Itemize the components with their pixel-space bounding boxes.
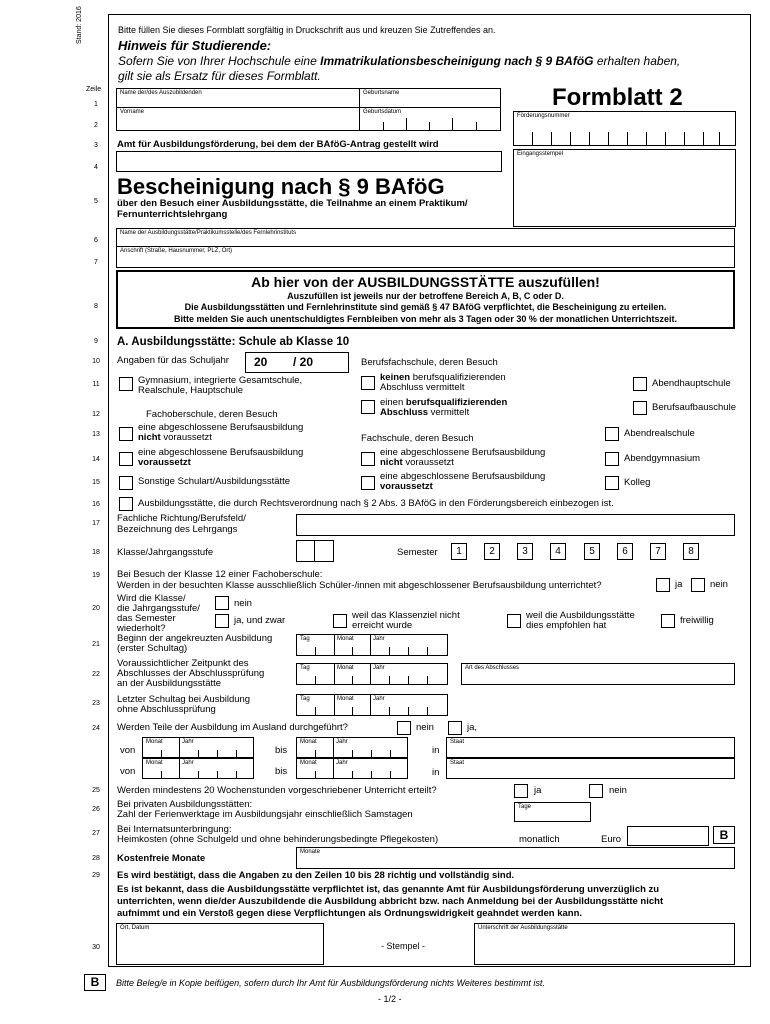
frame-right (750, 14, 751, 966)
fos-vor-label-1: eine abgeschlossene Berufsausbildung (138, 447, 304, 458)
row-number: 30 (92, 944, 100, 951)
letzter-label-1: Letzter Schultag bei Ausbildung (117, 694, 251, 705)
formblatt-title: Formblatt 2 (552, 84, 683, 111)
section-a-title: A. Ausbildungsstätte: Schule ab Klasse 10 (117, 336, 350, 348)
semester-1[interactable]: 1 (451, 543, 467, 560)
bis-label-2: bis (275, 766, 288, 777)
hint-line-1: Sofern Sie von Ihrer Hochschule eine Immatrikulationsbescheinigung nach § 9 BAföG erhalten haben, (118, 54, 681, 68)
beleg-b-marker-27: B (713, 826, 735, 844)
row-number: 4 (94, 164, 98, 171)
row-number: 8 (94, 303, 98, 310)
beleg-note: Bitte Beleg/e in Kopie beifügen, sofern durch Ihr Amt für Ausbildungsförderung nichts Weiteres bestimmt ist. (116, 978, 545, 988)
hint-title: Hinweis für Studierende: (118, 38, 272, 53)
fachrichtung-label-2: Bezeichnung des Lehrgangs (117, 524, 238, 535)
rvo-checkbox[interactable] (119, 497, 133, 511)
bekannt-line-3: aufnimmt und ein Verstoß gegen diese Verpflichtungen als Ordnungswidrigkeit geahndet werden kann. (117, 908, 583, 919)
row-number: 3 (94, 142, 98, 149)
art-abschluss-field[interactable]: Art des Abschlusses (461, 663, 735, 685)
privat-label-2: Zahl der Ferienwerktage im Ausbildungsjahr einschließlich Samstagen (117, 809, 413, 820)
semester-6[interactable]: 6 (617, 543, 633, 560)
ausland-ja-label: ja, (467, 722, 478, 733)
empfohlen-label-2: dies empfohlen hat (526, 620, 607, 631)
rvo-label: Ausbildungsstätte, die durch Rechtsverordnung nach § 2 Abs. 3 BAföG in den Förderungsbereich einbezogen ist. (138, 498, 614, 509)
wiederholt-label-3: das Semester (117, 613, 176, 624)
fs-vor-checkbox[interactable] (361, 476, 375, 490)
wiederholt-nein-label: nein (234, 598, 252, 609)
stempel-label: - Stempel - (381, 941, 426, 951)
row-number: 15 (92, 479, 100, 486)
klasse12-label-2: Werden in der besuchten Klasse ausschließlich Schüler-/innen mit abgeschlossener Berufsausbildung unterrichtet? (117, 580, 602, 591)
internat-label-2: Heimkosten (ohne Schulgeld und ohne behinderungsbedingte Pflegekosten) (117, 834, 439, 845)
wiederholt-ja-label: ja, und zwar (234, 615, 286, 626)
fachrichtung-field[interactable] (296, 514, 735, 536)
row-number: 24 (92, 725, 100, 732)
ab-hier-line-1: Auszufüllen ist jeweils nur der betroffene Bereich A, B, C oder D. (287, 291, 564, 301)
frame-left (108, 14, 109, 966)
abschluss-date-field[interactable]: Tag Monat Jahr (296, 663, 448, 685)
wochenstunden-nein-checkbox[interactable] (589, 784, 603, 798)
sonstige-label: Sonstige Schulart/Ausbildungsstätte (138, 476, 291, 487)
klasse12-nein-checkbox[interactable] (691, 578, 705, 592)
schuljahr-label: Angaben für das Schuljahr (117, 355, 229, 366)
row-number: 6 (94, 237, 98, 244)
intro-text: Bitte füllen Sie dieses Formblatt sorgfältig in Druckschrift aus und kreuzen Sie Zutreffendes an. (118, 25, 496, 35)
letzter-label-2: ohne Abschlussprüfung (117, 704, 216, 715)
row-number: 13 (92, 431, 100, 438)
voraussichtlich-label-3: an der Ausbildungsstätte (117, 678, 222, 689)
klassenziel-label-2: erreicht wurde (352, 620, 413, 631)
ausland-von-1[interactable]: Monat Jahr (142, 737, 254, 758)
berufsaufbauschule-checkbox[interactable] (633, 401, 647, 415)
ab-hier-title: Ab hier von der AUSBILDUNGSSTÄTTE auszufüllen! (251, 274, 600, 290)
geburtsname-field[interactable]: Geburtsname (359, 88, 501, 108)
gymnasium-checkbox[interactable] (119, 377, 133, 391)
eingangsstempel-field[interactable]: Eingangsstempel (513, 149, 736, 227)
schuljahr-20: 20 (254, 355, 268, 369)
wochenstunden-ja-label: ja (534, 785, 542, 796)
frame-bottom (108, 966, 751, 967)
voraussichtlich-label-2: Abschlusses der Abschlussprüfung (117, 668, 265, 679)
row-number: 2 (94, 122, 98, 129)
kolleg-label: Kolleg (624, 477, 651, 488)
page-number: - 1/2 - (378, 994, 402, 1004)
row-number: 10 (92, 358, 100, 365)
semester-8[interactable]: 8 (683, 543, 699, 560)
abendrealschule-label: Abendrealschule (624, 428, 695, 439)
fos-vor-label-2: voraussetzt (138, 457, 191, 468)
freiwillig-label: freiwillig (680, 615, 714, 626)
bekannt-line-2: unterrichten, wenn die/der Auszubildende die Ausbildung abbricht bzw. nach Anmeldung bei der Ausbildungsstätte nicht (117, 896, 664, 907)
ausland-ja-checkbox[interactable] (448, 721, 462, 735)
bfs-keinen-label-1: keinen berufsqualifizierenden (380, 372, 506, 383)
geburtsdatum-field[interactable]: Geburtsdatum (359, 107, 501, 131)
fs-besuch-label: Fachschule, deren Besuch (361, 433, 474, 444)
amt-title: Amt für Ausbildungsförderung, bei dem der BAföG-Antrag gestellt wird (117, 139, 439, 150)
fs-vor-label-1: eine abgeschlossene Berufsausbildung (380, 471, 546, 482)
unterschrift-field[interactable]: Unterschrift der Ausbildungsstätte (474, 923, 735, 965)
semester-3[interactable]: 3 (517, 543, 533, 560)
klasse-field[interactable] (296, 540, 334, 562)
frame-top (108, 14, 750, 15)
wochenstunden-ja-checkbox[interactable] (514, 784, 528, 798)
bestaetigung: Es wird bestätigt, dass die Angaben zu den Zeilen 10 bis 28 richtig und vollständig sind. (117, 870, 515, 881)
bfs-besuch-label: Berufsfachschule, deren Besuch (361, 357, 498, 368)
in-label-2: in (432, 767, 440, 778)
semester-7[interactable]: 7 (650, 543, 666, 560)
klassenziel-label-1: weil das Klassenziel nicht (352, 610, 460, 621)
schuljahr-slash-20: / 20 (293, 355, 314, 369)
row-number: 22 (92, 671, 100, 678)
row-number: 14 (92, 456, 100, 463)
beginn-label-1: Beginn der angekreuzten Ausbildung (117, 633, 273, 644)
fs-nicht-checkbox[interactable] (361, 452, 375, 466)
ausland-nein-label: nein (416, 722, 434, 733)
internat-label-1: Bei Internatsunterbringung: (117, 824, 232, 835)
ort-datum-field[interactable]: Ort, Datum (116, 923, 324, 965)
sonstige-checkbox[interactable] (119, 476, 133, 490)
row-number: 9 (94, 338, 98, 345)
fs-vor-label-2: voraussetzt (380, 481, 433, 492)
ausland-nein-checkbox[interactable] (397, 721, 411, 735)
klassenziel-checkbox[interactable] (333, 614, 347, 628)
ausland-label: Werden Teile der Ausbildung im Ausland durchgeführt? (117, 722, 348, 733)
abendhauptschule-checkbox[interactable] (633, 377, 647, 391)
bescheinigung-sub-2: Fernunterrichtslehrgang (117, 209, 228, 220)
row-number: 21 (92, 641, 100, 648)
bescheinigung-title: Bescheinigung nach § 9 BAföG (117, 174, 445, 199)
in-label-1: in (432, 745, 440, 756)
abendgymnasium-label: Abendgymnasium (624, 453, 701, 464)
klasse-label: Klasse/Jahrgangsstufe (117, 547, 214, 558)
monatlich-label: monatlich (519, 834, 560, 845)
anschrift-field[interactable]: Anschrift (Straße, Hausnummer, PLZ, Ort) (116, 246, 735, 268)
fos-nicht-checkbox[interactable] (119, 427, 133, 441)
kostenfrei-label: Kostenfreie Monate (117, 853, 206, 864)
wiederholt-label-1: Wird die Klasse/ (117, 593, 186, 604)
row-number: 27 (92, 830, 100, 837)
abendrealschule-checkbox[interactable] (605, 427, 619, 441)
beleg-b-marker: B (84, 974, 106, 991)
hint-line-2: gilt sie als Ersatz für dieses Formblatt. (118, 69, 321, 83)
fs-nicht-label-1: eine abgeschlossene Berufsausbildung (380, 447, 546, 458)
institut-field[interactable]: Name der Ausbildungsstätte/Praktikumsstelle/des Fernlehrinstituts (116, 228, 735, 247)
wiederholt-nein-checkbox[interactable] (215, 596, 229, 610)
wiederholt-ja-checkbox[interactable] (215, 614, 229, 628)
staat-field-2[interactable]: Staat (446, 758, 735, 779)
row-number: 26 (92, 806, 100, 813)
euro-label: Euro (601, 834, 622, 845)
bis-label-1: bis (275, 745, 288, 756)
ausland-von-2[interactable]: Monat Jahr (142, 758, 254, 779)
berufsaufbauschule-label: Berufsaufbauschule (652, 402, 736, 413)
semester-2[interactable]: 2 (484, 543, 500, 560)
fos-nicht-label-1: eine abgeschlossene Berufsausbildung (138, 422, 304, 433)
beginn-label-2: (erster Schultag) (117, 643, 188, 654)
klasse12-ja-checkbox[interactable] (656, 578, 670, 592)
heimkosten-field[interactable] (627, 826, 709, 846)
row-number: 7 (94, 259, 98, 266)
kostenfrei-field[interactable]: Monate (296, 847, 735, 869)
row-number: 16 (92, 501, 100, 508)
foerderungsnummer-field[interactable]: Förderungsnummer (513, 111, 736, 146)
zeile-label: Zeile (86, 86, 102, 93)
row-number: 20 (92, 605, 100, 612)
voraussichtlich-label-1: Voraussichtlicher Zeitpunkt des (117, 658, 249, 669)
stand-label: Stand: 2016 (76, 6, 83, 44)
freiwillig-checkbox[interactable] (661, 614, 675, 628)
ab-hier-line-3: Bitte melden Sie auch unentschuldigtes Fernbleiben von mehr als 3 Tagen oder 30 % der monatlichen Unterrichtszeit. (174, 314, 677, 324)
staat-field-1[interactable]: Staat (446, 737, 735, 758)
name-field[interactable]: Name der/des Auszubildenden (116, 88, 360, 108)
amt-field[interactable] (116, 151, 502, 172)
fos-vor-checkbox[interactable] (119, 452, 133, 466)
bfs-einen-label-2: Abschluss vermittelt (380, 407, 470, 418)
wochenstunden-label: Werden mindestens 20 Wochenstunden vorgeschriebener Unterricht erteilt? (117, 785, 437, 796)
kolleg-checkbox[interactable] (605, 476, 619, 490)
letzter-date-field[interactable]: Tag Monat Jahr (296, 694, 448, 716)
wiederholt-label-4: wiederholt? (117, 623, 166, 634)
ferientage-field[interactable]: Tage (514, 802, 591, 822)
fachrichtung-label-1: Fachliche Richtung/Berufsfeld/ (117, 513, 246, 524)
bescheinigung-sub-1: über den Besuch einer Ausbildungsstätte, die Teilnahme an einem Praktikum/ (117, 198, 468, 209)
bekannt-line-1: Es ist bekannt, dass die Ausbildungsstätte verpflichtet ist, das genannte Amt für Ausbildungsförderung unverzüglich zu (117, 884, 660, 895)
abendhauptschule-label: Abendhauptschule (652, 378, 731, 389)
bfs-keinen-label-2: Abschluss vermittelt (380, 382, 465, 393)
row-number: 17 (92, 520, 100, 527)
row-number: 12 (92, 411, 100, 418)
row-number: 11 (92, 381, 100, 388)
vorname-field[interactable]: Vorname (116, 107, 360, 131)
row-number: 5 (94, 198, 98, 205)
beginn-date-field[interactable]: Tag Monat Jahr (296, 634, 448, 656)
privat-label-1: Bei privaten Ausbildungsstätten: (117, 799, 253, 810)
ausland-bis-1[interactable]: Monat Jahr (296, 737, 408, 758)
fos-besuch-label: Fachoberschule, deren Besuch (146, 409, 278, 420)
bfs-einen-checkbox[interactable] (361, 400, 375, 414)
row-number: 23 (92, 700, 100, 707)
fs-nicht-label-2: nicht voraussetzt (380, 457, 454, 468)
fos-nicht-label-2: nicht voraussetzt (138, 432, 212, 443)
bfs-keinen-checkbox[interactable] (361, 376, 375, 390)
von-label-1: von (120, 745, 136, 756)
abendgymnasium-checkbox[interactable] (605, 452, 619, 466)
empfohlen-checkbox[interactable] (507, 614, 521, 628)
gymnasium-label-2: Realschule, Hauptschule (138, 385, 244, 396)
row-number: 18 (92, 549, 100, 556)
ausland-bis-2[interactable]: Monat Jahr (296, 758, 408, 779)
ab-hier-line-2: Die Ausbildungsstätten und Fernlehrinstitute sind gemäß § 47 BAföG verpflichtet, die Bescheinigung zu erteilen. (184, 302, 667, 312)
klasse12-ja-label: ja (675, 579, 683, 590)
semester-4[interactable]: 4 (550, 543, 566, 560)
bfs-einen-label-1: einen berufsqualifizierenden (380, 397, 508, 408)
wochenstunden-nein-label: nein (609, 785, 627, 796)
empfohlen-label-1: weil die Ausbildungsstätte (526, 610, 635, 621)
semester-5[interactable]: 5 (584, 543, 600, 560)
row-number: 28 (92, 855, 100, 862)
row-number: 29 (92, 872, 100, 879)
von-label-2: von (120, 766, 136, 777)
gymnasium-label-1: Gymnasium, integrierte Gesamtschule, (138, 375, 303, 386)
klasse12-label-1: Bei Besuch der Klasse 12 einer Fachoberschule: (117, 569, 323, 580)
klasse12-nein-label: nein (710, 579, 728, 590)
row-number: 19 (92, 572, 100, 579)
semester-label: Semester (397, 547, 438, 558)
row-number: 1 (94, 101, 98, 108)
wiederholt-label-2: die Jahrgangsstufe/ (117, 603, 200, 614)
row-number: 25 (92, 787, 100, 794)
